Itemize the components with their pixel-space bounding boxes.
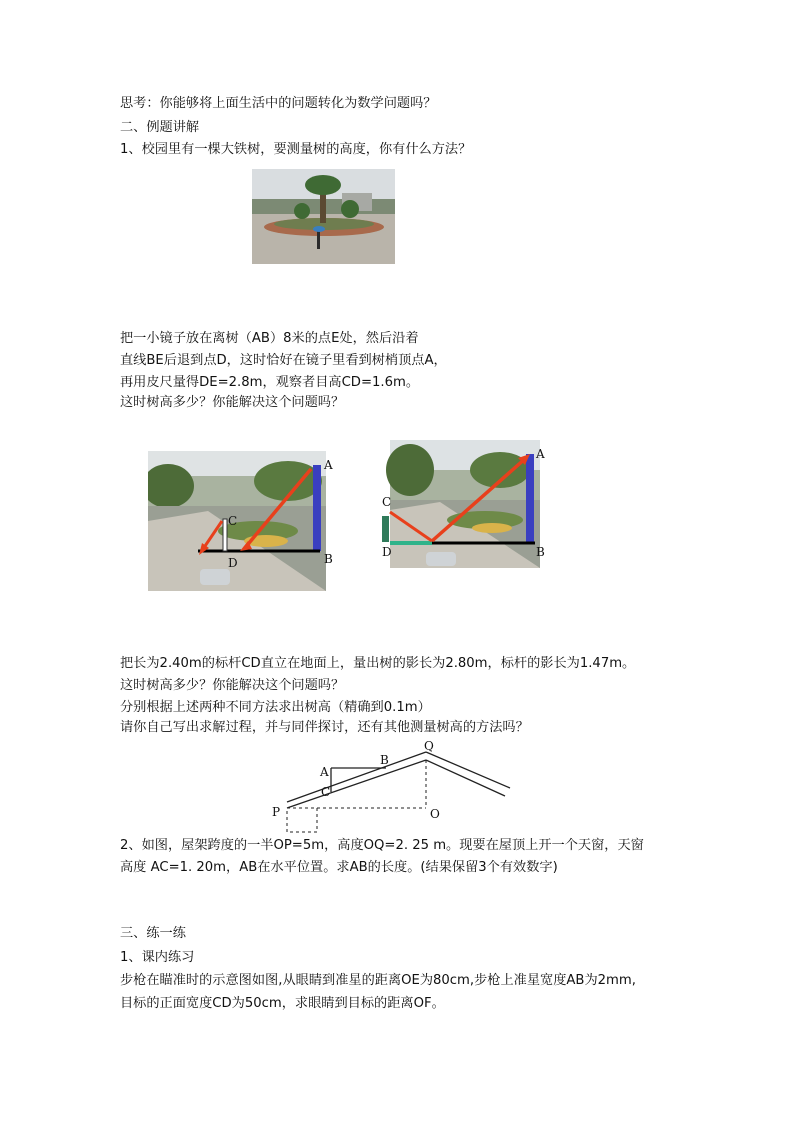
photo-diagram-right — [380, 440, 545, 570]
mirror-method-line-1: 把一小镜子放在离树（AB）8米的点E处，然后沿着 — [120, 331, 419, 346]
mirror-method-line-4: 这时树高多少？你能解决这个问题吗？ — [120, 395, 345, 410]
roof-label-o: O — [430, 807, 440, 821]
label-a-right: A — [536, 447, 545, 461]
roof-label-q: Q — [424, 739, 434, 753]
tree-bar — [313, 465, 321, 551]
label-b-right: B — [536, 545, 545, 559]
label-d-right: D — [382, 545, 392, 559]
label-a-left: A — [324, 458, 333, 472]
label-c-right: C — [382, 495, 392, 509]
practice-line-2: 目标的正面宽度CD为50cm，求眼睛到目标的距离OF。 — [120, 996, 445, 1011]
label-b-left: B — [324, 552, 333, 566]
question-1: 1、校园里有一棵大铁树，要测量树的高度，你有什么方法？ — [120, 142, 472, 157]
mirror-method-line-3: 再用皮尺量得DE=2.8m，观察者目高CD=1.6m。 — [120, 375, 420, 390]
shadow-method-line-4: 请你自己写出求解过程，并与同伴探讨，还有其他测量树高的方法吗？ — [120, 720, 529, 735]
section-heading-examples: 二、例题讲解 — [120, 120, 200, 135]
roof-label-a: A — [320, 765, 329, 779]
problem-2-line-2: 高度 AC=1. 20m，AB在水平位置。求AB的长度。(结果保留3个有效数字) — [120, 860, 558, 875]
roof-truss-diagram — [260, 738, 520, 838]
practice-subheading: 1、课内练习 — [120, 950, 195, 965]
mirror-method-line-2: 直线BE后退到点D，这时恰好在镜子里看到树梢顶点A， — [120, 353, 447, 368]
roof-label-b: B — [380, 753, 389, 767]
section-heading-practice: 三、练一练 — [120, 926, 186, 941]
label-c-left: C — [228, 514, 238, 528]
campus-tree-photo — [252, 169, 395, 264]
shadow-method-line-1: 把长为2.40m的标杆CD直立在地面上，量出树的影长为2.80m，标杆的影长为1.47m。 — [120, 656, 636, 671]
label-d-left: D — [228, 556, 238, 570]
photo-diagram-left — [148, 451, 336, 591]
problem-2-line-1: 2、如图，屋架跨度的一半OP=5m，高度OQ=2. 25 m。现要在屋顶上开一个天窗，天窗 — [120, 838, 644, 853]
shadow-method-line-3: 分别根据上述两种不同方法求出树高（精确到0.1m） — [120, 700, 431, 715]
think-question: 思考：你能够将上面生活中的问题转化为数学问题吗？ — [120, 96, 437, 111]
roof-label-p: P — [272, 805, 281, 819]
practice-line-1: 步枪在瞄准时的示意图如图,从眼睛到准星的距离OE为80cm,步枪上准星宽度AB为2mm, — [120, 973, 636, 988]
roof-label-c: C — [321, 785, 331, 799]
shadow-method-line-2: 这时树高多少？你能解决这个问题吗？ — [120, 678, 345, 693]
